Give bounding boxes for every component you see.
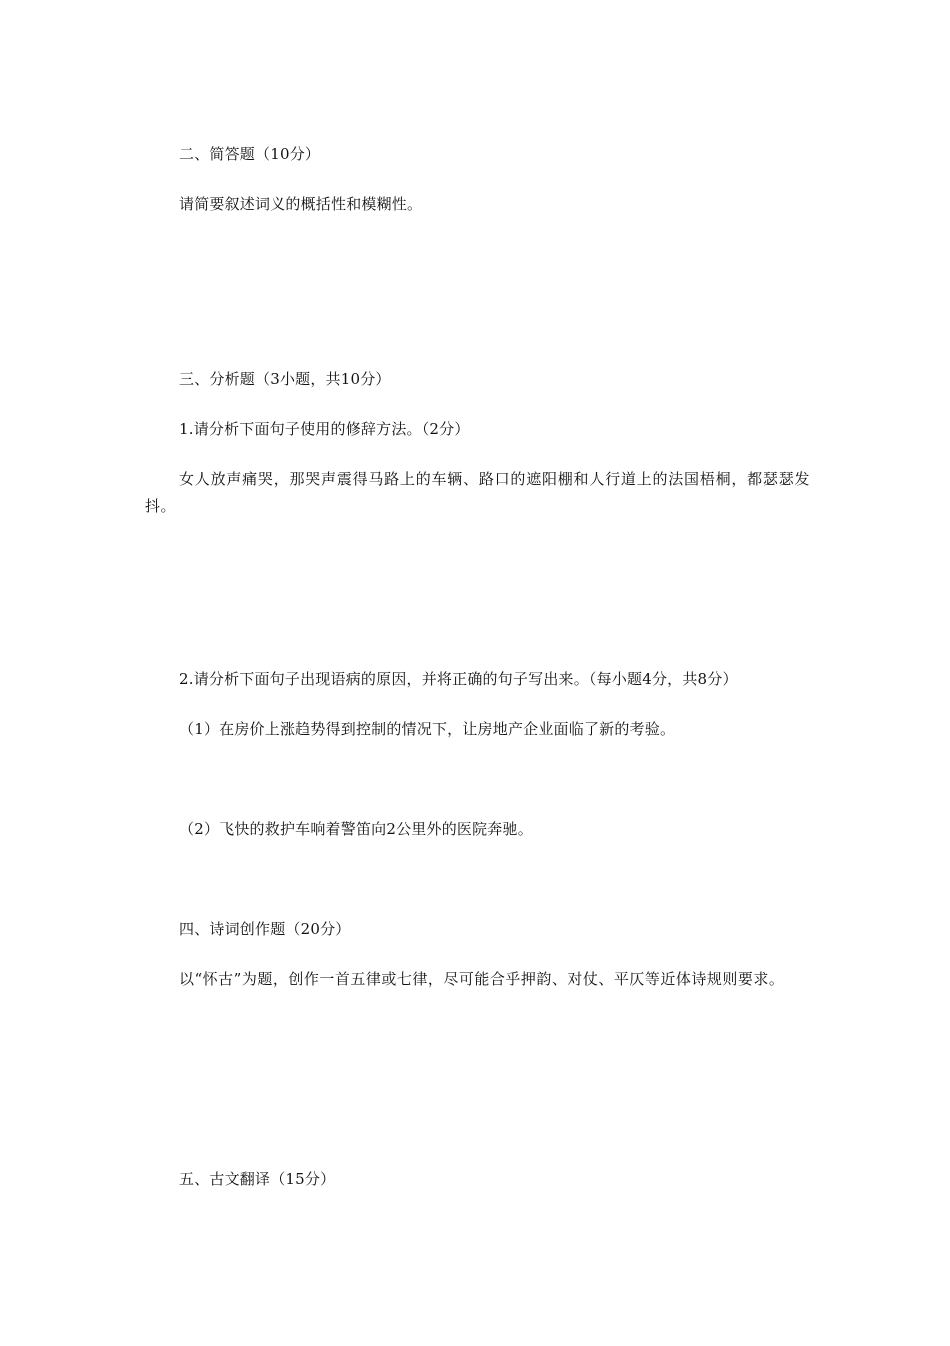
- question-2-prompt: 2.请分析下面句子出现语病的原因，并将正确的句子写出来。（每小题4分，共8分）: [179, 670, 738, 688]
- section-2-question: 请简要叙述词义的概括性和模糊性。: [179, 195, 423, 213]
- section-2-heading: 二、简答题（10分）: [179, 145, 321, 163]
- section-4-prompt: 以“怀古”为题，创作一首五律或七律，尽可能合乎押韵、对仗、平仄等近体诗规则要求。: [179, 970, 785, 988]
- section-5-heading: 五、古文翻译（15分）: [179, 1170, 336, 1188]
- question-1-prompt: 1.请分析下面句子使用的修辞方法。（2分）: [179, 420, 470, 438]
- section-3-heading: 三、分析题（3小题，共10分）: [179, 370, 391, 388]
- question-1-sentence: 女人放声痛哭，那哭声震得马路上的车辆、路口的遮阳棚和人行道上的法国梧桐，都瑟瑟发抖。: [145, 470, 810, 515]
- question-2-item-2: （2）飞快的救护车响着警笛向2公里外的医院奔驰。: [179, 820, 533, 838]
- section-4-heading: 四、诗词创作题（20分）: [179, 920, 351, 938]
- question-2-item-1: （1）在房价上涨趋势得到控制的情况下，让房地产企业面临了新的考验。: [179, 720, 676, 738]
